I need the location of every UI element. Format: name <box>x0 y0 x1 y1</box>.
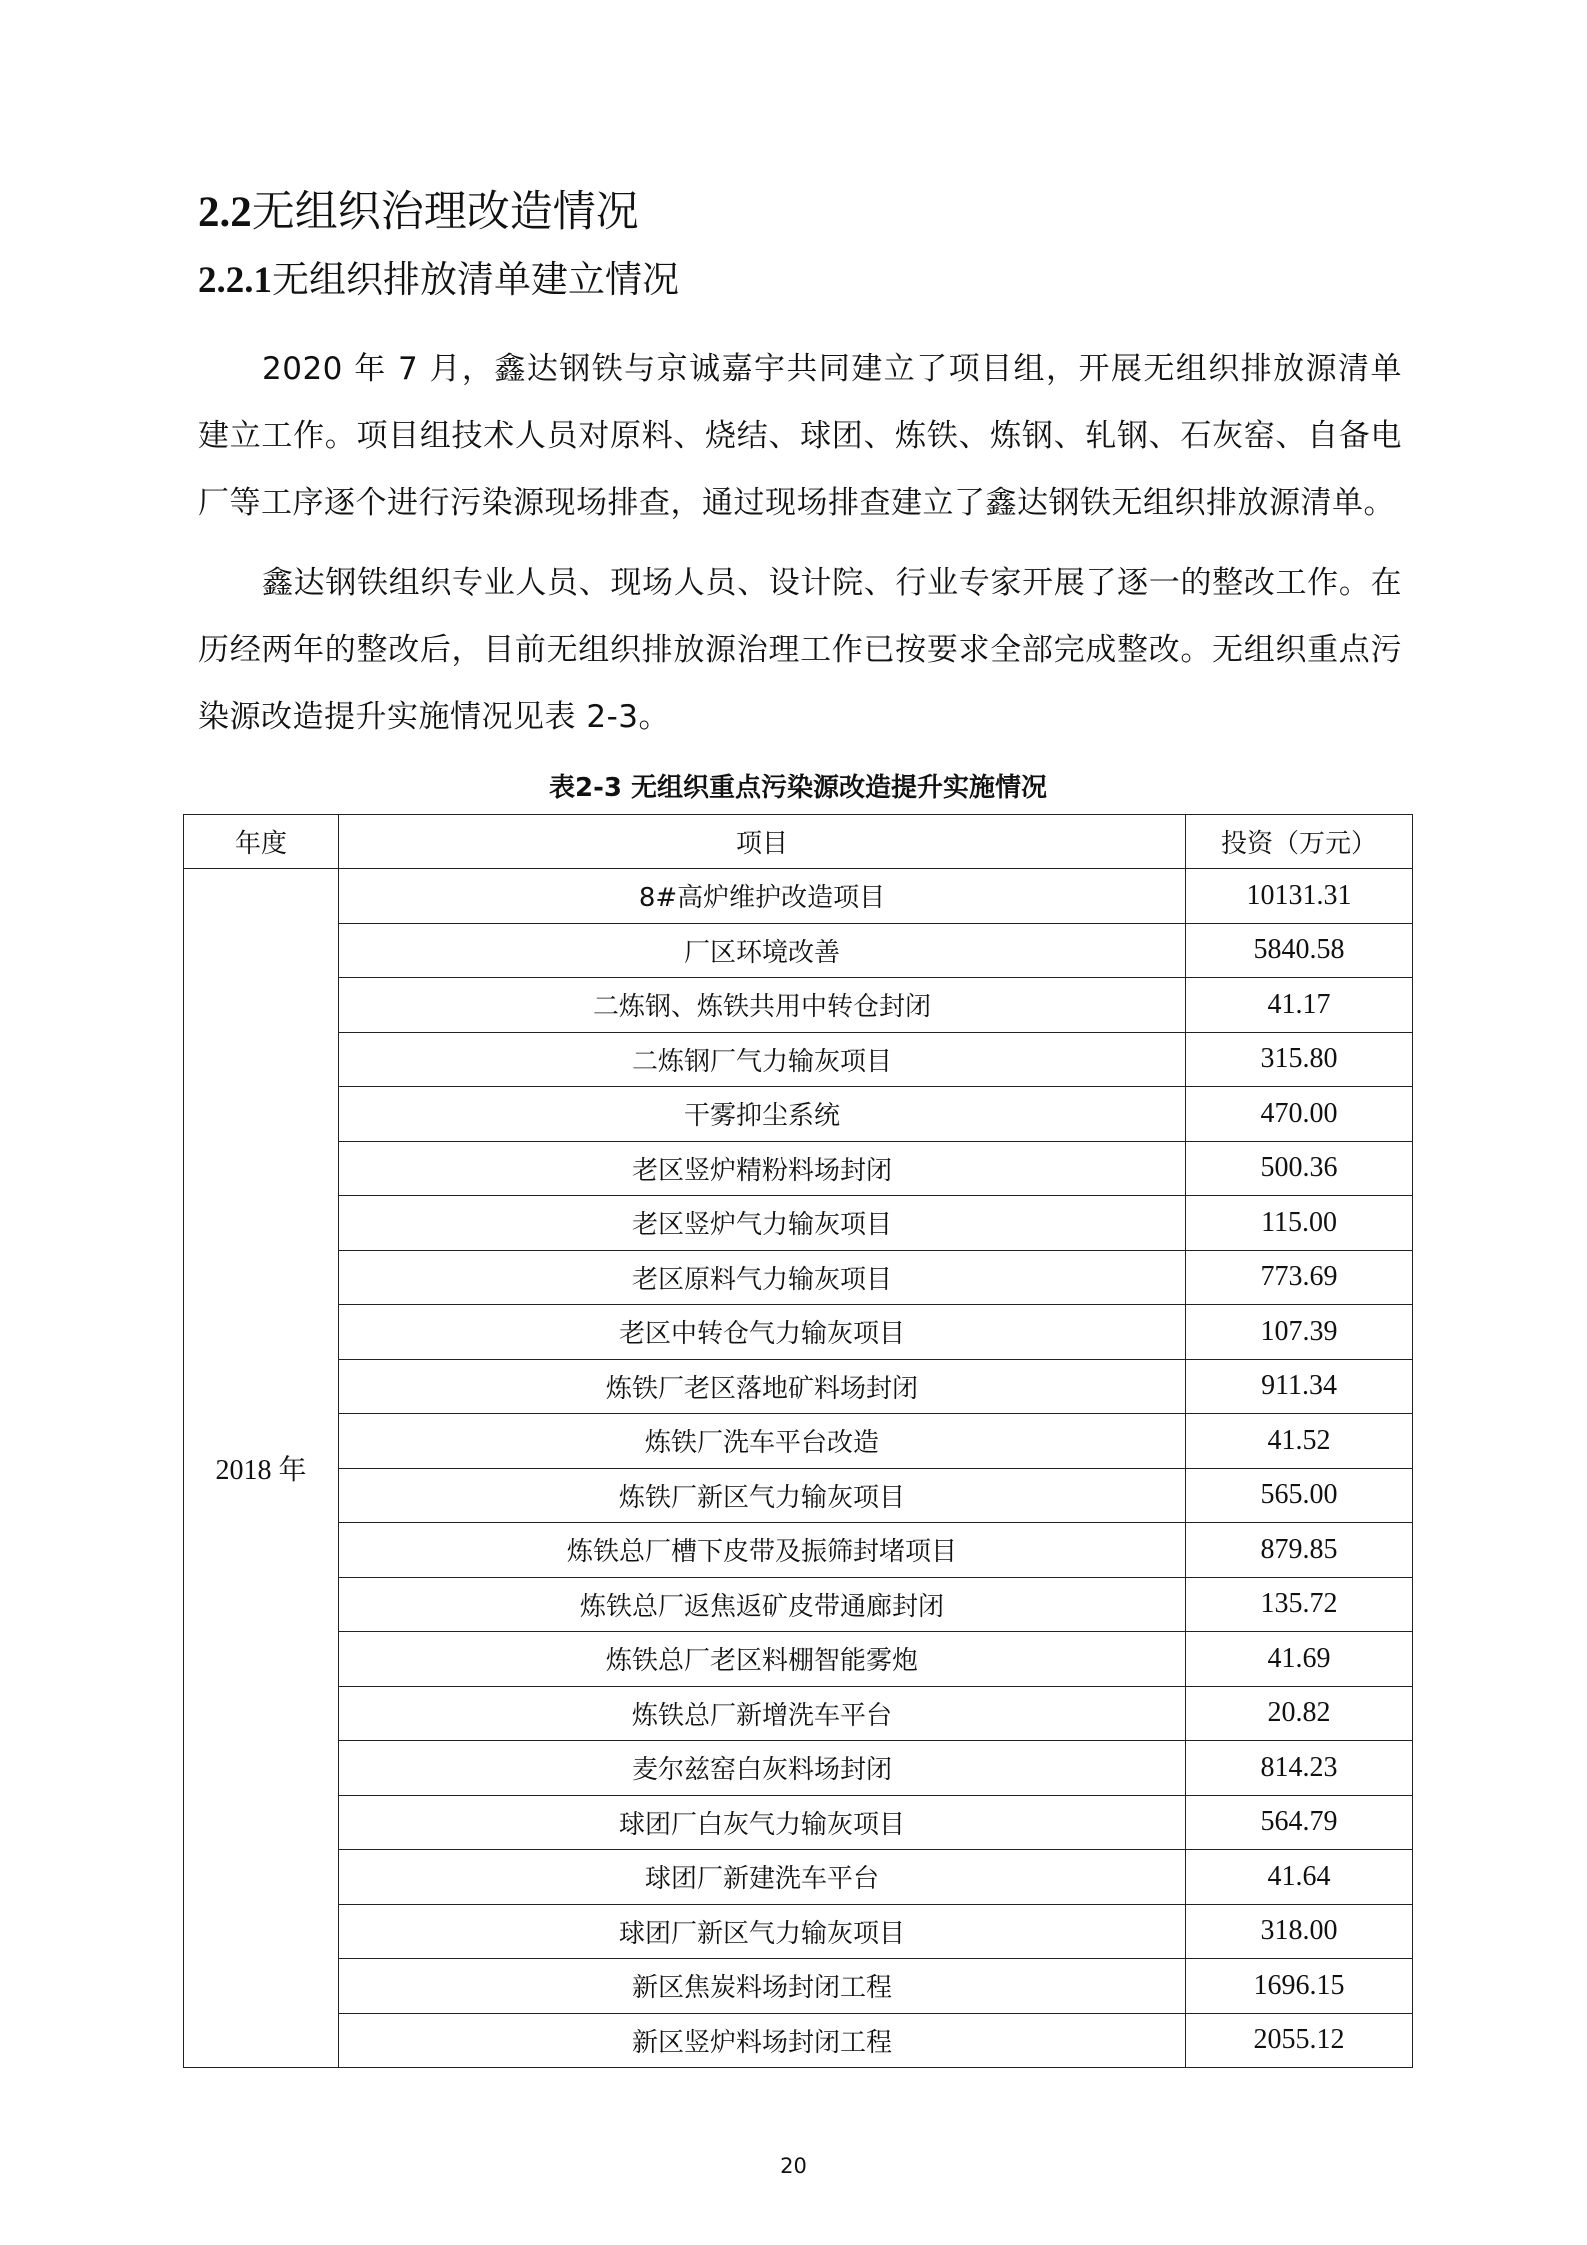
project-cell: 二炼钢、炼铁共用中转仓封闭 <box>338 978 1185 1033</box>
table-row <box>184 1577 1413 1632</box>
header-year: 年度 <box>184 815 339 869</box>
table-row <box>184 1523 1413 1578</box>
paragraph-1: 2020 年 7 月，鑫达钢铁与京诚嘉宇共同建立了项目组，开展无组织排放源清单建立工作。项目组技术人员对原料、烧结、球团、炼铁、炼钢、轧钢、石灰窑、自备电厂等工序逐个进行污染源现场排查，通过现场排查建立了鑫达钢铁无组织排放源清单。 <box>198 351 1402 521</box>
table-row <box>184 1196 1413 1251</box>
table-row <box>184 1741 1413 1796</box>
table-row <box>184 1141 1413 1196</box>
subsection-heading <box>198 252 679 309</box>
page-number: 20 <box>780 2154 807 2178</box>
subsection-title: 无组织排放清单建立情况 <box>272 258 679 301</box>
investment-cell: 5840.58 <box>1186 923 1413 978</box>
table-row <box>184 869 1413 924</box>
table-row <box>184 1686 1413 1741</box>
project-cell: 二炼钢厂气力输灰项目 <box>338 1032 1185 1087</box>
project-cell: 炼铁总厂新增洗车平台 <box>338 1686 1185 1741</box>
project-cell: 厂区环境改善 <box>338 923 1185 978</box>
investment-cell: 911.34 <box>1186 1359 1413 1414</box>
table-row <box>184 2013 1413 2068</box>
table-row <box>184 1032 1413 1087</box>
investment-cell: 773.69 <box>1186 1250 1413 1305</box>
investment-cell: 41.17 <box>1186 978 1413 1033</box>
table-row <box>184 1359 1413 1414</box>
investment-cell: 318.00 <box>1186 1904 1413 1959</box>
table-row <box>184 923 1413 978</box>
project-cell: 老区中转仓气力输灰项目 <box>338 1305 1185 1360</box>
investment-cell: 470.00 <box>1186 1087 1413 1142</box>
investment-cell: 20.82 <box>1186 1686 1413 1741</box>
year-cell: 2018 年 <box>184 869 339 2068</box>
project-cell: 老区竖炉精粉料场封闭 <box>338 1141 1185 1196</box>
project-cell: 炼铁总厂老区料棚智能雾炮 <box>338 1632 1185 1687</box>
section-title: 无组织治理改造情况 <box>251 187 639 237</box>
table-row <box>184 1632 1413 1687</box>
project-cell: 干雾抑尘系统 <box>338 1087 1185 1142</box>
investment-cell: 107.39 <box>1186 1305 1413 1360</box>
investment-cell: 41.69 <box>1186 1632 1413 1687</box>
investment-cell: 564.79 <box>1186 1795 1413 1850</box>
investment-cell: 41.52 <box>1186 1414 1413 1469</box>
investment-table <box>183 814 1413 2068</box>
table-row <box>184 1904 1413 1959</box>
investment-cell: 135.72 <box>1186 1577 1413 1632</box>
investment-cell: 565.00 <box>1186 1468 1413 1523</box>
table-row <box>184 1795 1413 1850</box>
header-project: 项目 <box>338 815 1185 869</box>
project-cell: 炼铁总厂槽下皮带及振筛封堵项目 <box>338 1523 1185 1578</box>
header-investment: 投资（万元） <box>1186 815 1413 869</box>
project-cell: 新区焦炭料场封闭工程 <box>338 1959 1185 2014</box>
table-row <box>184 978 1413 1033</box>
project-cell: 8#高炉维护改造项目 <box>338 869 1185 924</box>
investment-cell: 41.64 <box>1186 1850 1413 1905</box>
table-row <box>184 1468 1413 1523</box>
investment-cell: 879.85 <box>1186 1523 1413 1578</box>
project-cell: 炼铁厂老区落地矿料场封闭 <box>338 1359 1185 1414</box>
project-cell: 球团厂新建洗车平台 <box>338 1850 1185 1905</box>
project-cell: 球团厂白灰气力输灰项目 <box>338 1795 1185 1850</box>
table-header-row <box>184 815 1413 869</box>
project-cell: 老区竖炉气力输灰项目 <box>338 1196 1185 1251</box>
table-row <box>184 1250 1413 1305</box>
investment-cell: 10131.31 <box>1186 869 1413 924</box>
section-heading <box>198 180 639 245</box>
paragraph-2: 鑫达钢铁组织专业人员、现场人员、设计院、行业专家开展了逐一的整改工作。在历经两年的整改后，目前无组织排放源治理工作已按要求全部完成整改。无组织重点污染源改造提升实施情况见表 2-3。 <box>198 565 1402 735</box>
table-row <box>184 1959 1413 2014</box>
project-cell: 新区竖炉料场封闭工程 <box>338 2013 1185 2068</box>
investment-cell: 1696.15 <box>1186 1959 1413 2014</box>
table-row <box>184 1087 1413 1142</box>
project-cell: 老区原料气力输灰项目 <box>338 1250 1185 1305</box>
investment-cell: 315.80 <box>1186 1032 1413 1087</box>
investment-cell: 115.00 <box>1186 1196 1413 1251</box>
project-cell: 炼铁厂洗车平台改造 <box>338 1414 1185 1469</box>
table-caption: 表2-3 无组织重点污染源改造提升实施情况 <box>548 773 1048 803</box>
table-body <box>184 869 1413 2068</box>
project-cell: 炼铁厂新区气力输灰项目 <box>338 1468 1185 1523</box>
investment-cell: 500.36 <box>1186 1141 1413 1196</box>
project-cell: 球团厂新区气力输灰项目 <box>338 1904 1185 1959</box>
project-cell: 麦尔兹窑白灰料场封闭 <box>338 1741 1185 1796</box>
section-number: 2.2 <box>198 189 252 236</box>
table-row <box>184 1850 1413 1905</box>
project-cell: 炼铁总厂返焦返矿皮带通廊封闭 <box>338 1577 1185 1632</box>
investment-cell: 2055.12 <box>1186 2013 1413 2068</box>
subsection-number: 2.2.1 <box>198 260 272 301</box>
table-row <box>184 1414 1413 1469</box>
investment-cell: 814.23 <box>1186 1741 1413 1796</box>
table-row <box>184 1305 1413 1360</box>
